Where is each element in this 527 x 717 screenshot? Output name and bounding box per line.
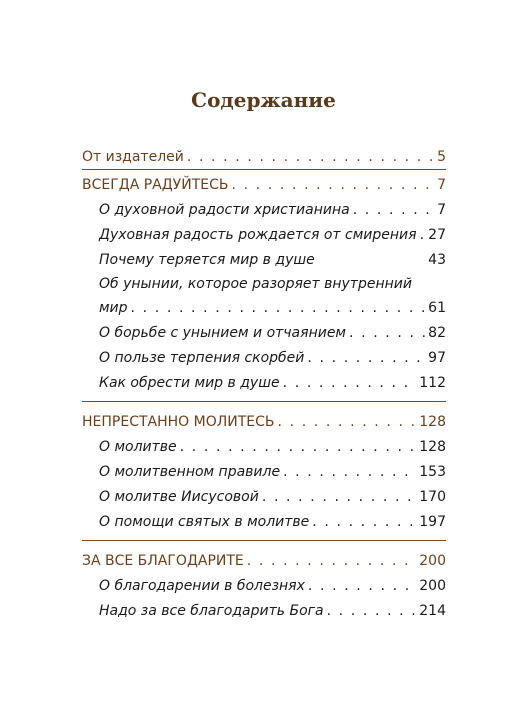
toc-entry-page: 7	[437, 177, 446, 193]
toc-entry-first-line[interactable]	[99, 274, 446, 294]
dot-leader	[349, 323, 425, 343]
toc-entry[interactable]	[99, 462, 446, 482]
toc-entry-continuation[interactable]	[99, 298, 446, 318]
toc-entry[interactable]	[99, 437, 446, 457]
dot-leader	[283, 373, 417, 393]
toc-entry-label: Как обрести мир в душе	[99, 375, 280, 391]
dot-leader	[283, 462, 416, 482]
dot-leader	[262, 487, 416, 507]
toc-entry-page: 112	[419, 375, 446, 391]
toc-entry[interactable]	[99, 512, 446, 532]
section-divider	[82, 401, 446, 402]
toc-entry-label: НЕПРЕСТАННО МОЛИТЕСЬ	[82, 414, 275, 430]
dot-leader	[312, 512, 416, 532]
section-divider	[82, 169, 446, 170]
toc-section-pray-without-ceasing[interactable]	[82, 412, 446, 432]
toc-entry-page: 153	[419, 464, 446, 480]
toc-entry-label: Почему теряется мир в душе	[99, 252, 315, 268]
toc-entry-label: О благодарении в болезнях	[99, 578, 305, 594]
toc-entry[interactable]	[99, 487, 446, 507]
toc-entry[interactable]	[99, 225, 446, 245]
toc-entry-label: О молитве Иисусовой	[99, 489, 259, 505]
dot-leader	[247, 551, 416, 571]
toc-section-give-thanks[interactable]	[82, 551, 446, 571]
toc-entry-page: 128	[419, 439, 446, 455]
dot-leader	[180, 437, 417, 457]
toc-entry-page: 82	[428, 325, 446, 341]
toc-section-always-rejoice[interactable]	[82, 175, 446, 195]
dot-leader	[131, 298, 426, 318]
toc-entry-label: О борьбе с унынием и отчаянием	[99, 325, 346, 341]
toc-entry-label: Духовная радость рождается от смирения	[99, 227, 417, 243]
toc-entry-label: Надо за все благодарить Бога	[99, 603, 324, 619]
toc-entry-label: О пользе терпения скорбей	[99, 350, 305, 366]
toc-entry-page: 5	[437, 149, 446, 165]
toc-entry-page: 7	[437, 202, 446, 218]
dot-leader	[353, 200, 434, 220]
toc-entry-page: 61	[428, 300, 446, 316]
section-divider	[82, 540, 446, 541]
toc-entry-page: 214	[419, 603, 446, 619]
toc-entry-label: О молитвенном правиле	[99, 464, 281, 480]
toc-entry[interactable]	[99, 348, 446, 368]
toc-entry-page: 97	[428, 350, 446, 366]
toc-entry-label: От издателей	[82, 149, 184, 165]
dot-leader	[307, 348, 425, 368]
toc-entry[interactable]	[99, 373, 446, 393]
toc-entry-page: 170	[419, 489, 446, 505]
page-title: Содержание	[191, 88, 336, 112]
toc-entry-label: ВСЕГДА РАДУЙТЕСЬ	[82, 177, 229, 193]
toc-entry-label: Об унынии, которое разоряет внутренний	[99, 276, 412, 292]
toc-entry[interactable]	[99, 323, 446, 343]
toc-entry-page: 197	[419, 514, 446, 530]
toc-entry-page: 200	[419, 553, 446, 569]
toc-entry[interactable]	[99, 200, 446, 220]
toc-entry-page: 128	[419, 414, 446, 430]
dot-leader	[327, 601, 417, 621]
toc-entry-label: О молитве	[99, 439, 177, 455]
toc-entry[interactable]	[99, 250, 446, 270]
dot-leader: .	[419, 227, 426, 243]
dot-leader	[187, 147, 434, 167]
toc-entry-label: ЗА ВСЕ БЛАГОДАРИТЕ	[82, 553, 244, 569]
dot-leader	[308, 576, 416, 596]
toc-entry-page: 43	[428, 252, 446, 268]
dot-leader	[231, 175, 434, 195]
toc-entry-page: 27	[428, 227, 446, 243]
toc-entry-label: О помощи святых в молитве	[99, 514, 310, 530]
toc-entry-label-cont: мир	[99, 300, 128, 316]
toc-entry-from-publishers[interactable]	[82, 147, 446, 167]
toc-entry[interactable]	[99, 576, 446, 596]
toc-entry[interactable]	[99, 601, 446, 621]
toc-entry-label: О духовной радости христианина	[99, 202, 350, 218]
dot-leader	[278, 412, 417, 432]
toc-entry-page: 200	[419, 578, 446, 594]
